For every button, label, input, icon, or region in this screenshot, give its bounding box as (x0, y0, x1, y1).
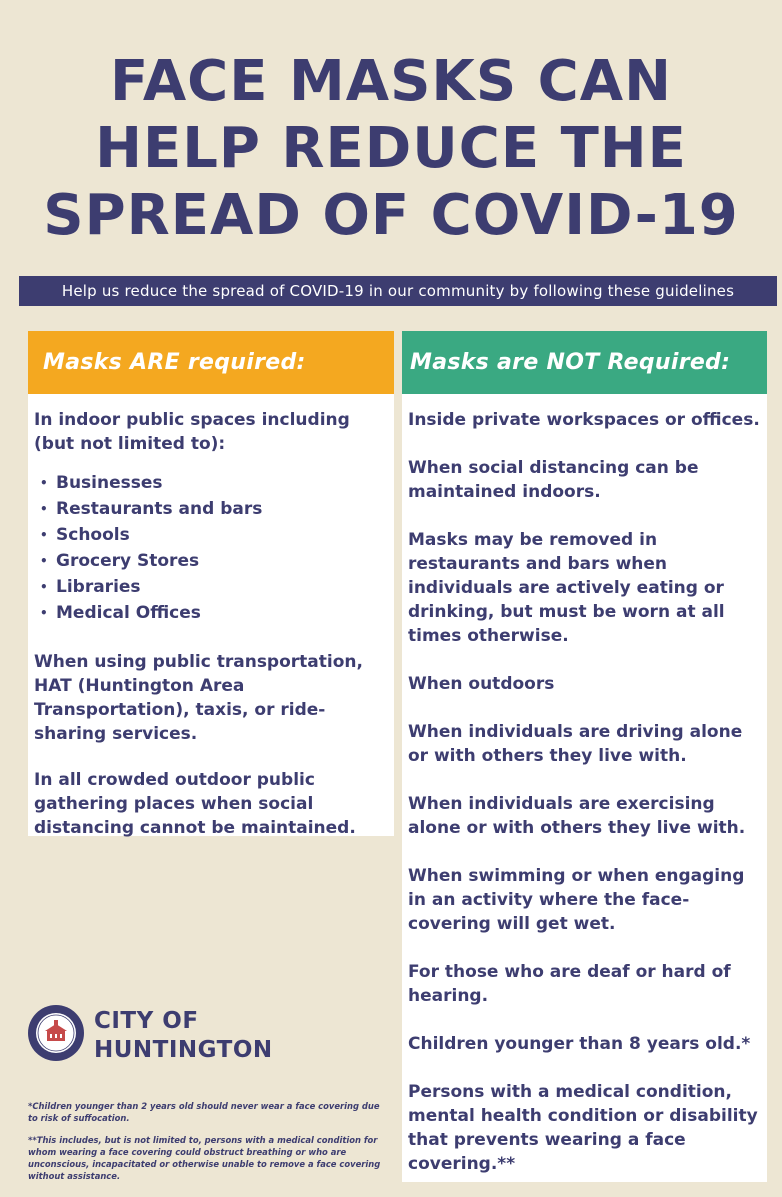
required-item: When using public transportation, HAT (Huntington Area Transportation), taxis, or ride-sharing services. (34, 652, 363, 744)
masks-not-required-panel (402, 331, 767, 1182)
masks-not-required-body (402, 394, 767, 1176)
required-item: In all crowded outdoor public gathering places when social distancing cannot be maintained. (34, 770, 356, 838)
not-required-item: Persons with a medical condition, mental health condition or disability that prevents wearing a face covering.** (408, 1082, 758, 1174)
city-name-line-2: HUNTINGTON (94, 1037, 273, 1063)
not-required-item: When individuals are driving alone or with others they live with. (408, 722, 743, 766)
footnote: **This includes, but is not limited to, persons with a medical condition for whom wearing a face covering could obstruct breathing or who are unconscious, incapacitated or otherwise unable to remove a face covering without assistance. (28, 1135, 381, 1181)
guidelines-banner: Help us reduce the spread of COVID-19 in our community by following these guidelines (19, 276, 777, 306)
masks-required-body (28, 394, 394, 840)
not-required-item: For those who are deaf or hard of hearing. (408, 962, 731, 1006)
title-line-2: HELP REDUCE THE (95, 116, 687, 181)
not-required-item: When swimming or when engaging in an activity where the face-covering will get wet. (408, 866, 745, 934)
city-seal-icon (28, 1005, 84, 1061)
list-item: • Grocery Stores (34, 548, 389, 574)
list-item: • Schools (34, 522, 389, 548)
masks-required-panel (28, 331, 394, 836)
required-places-list (34, 470, 389, 626)
footnote: *Children younger than 2 years old should never wear a face covering due to risk of suffocation. (28, 1101, 380, 1123)
masks-not-required-heading: Masks are NOT Required: (402, 331, 767, 394)
list-item: • Libraries (34, 574, 389, 600)
poster-title (0, 48, 782, 249)
city-name (94, 1007, 273, 1065)
list-item: • Businesses (34, 470, 389, 496)
footnotes (28, 1100, 388, 1192)
masks-required-heading: Masks ARE required: (28, 331, 394, 394)
not-required-item: Inside private workspaces or offices. (408, 410, 760, 430)
list-item: • Medical Offices (34, 600, 389, 626)
title-line-1: FACE MASKS CAN (110, 49, 672, 114)
not-required-item: When individuals are exercising alone or with others they live with. (408, 794, 746, 838)
not-required-item: When social distancing can be maintained indoors. (408, 458, 699, 502)
list-item: • Restaurants and bars (34, 496, 389, 522)
not-required-item: When outdoors (408, 674, 555, 694)
not-required-item: Masks may be removed in restaurants and bars when individuals are actively eating or drinking, but must be worn at all times otherwise. (408, 530, 725, 646)
city-logo (28, 1005, 288, 1065)
city-name-line-1: CITY OF (94, 1008, 199, 1034)
required-intro: In indoor public spaces including (but not limited to): (34, 410, 350, 454)
title-line-3: SPREAD OF COVID-19 (43, 183, 739, 248)
not-required-item: Children younger than 8 years old.* (408, 1034, 751, 1054)
